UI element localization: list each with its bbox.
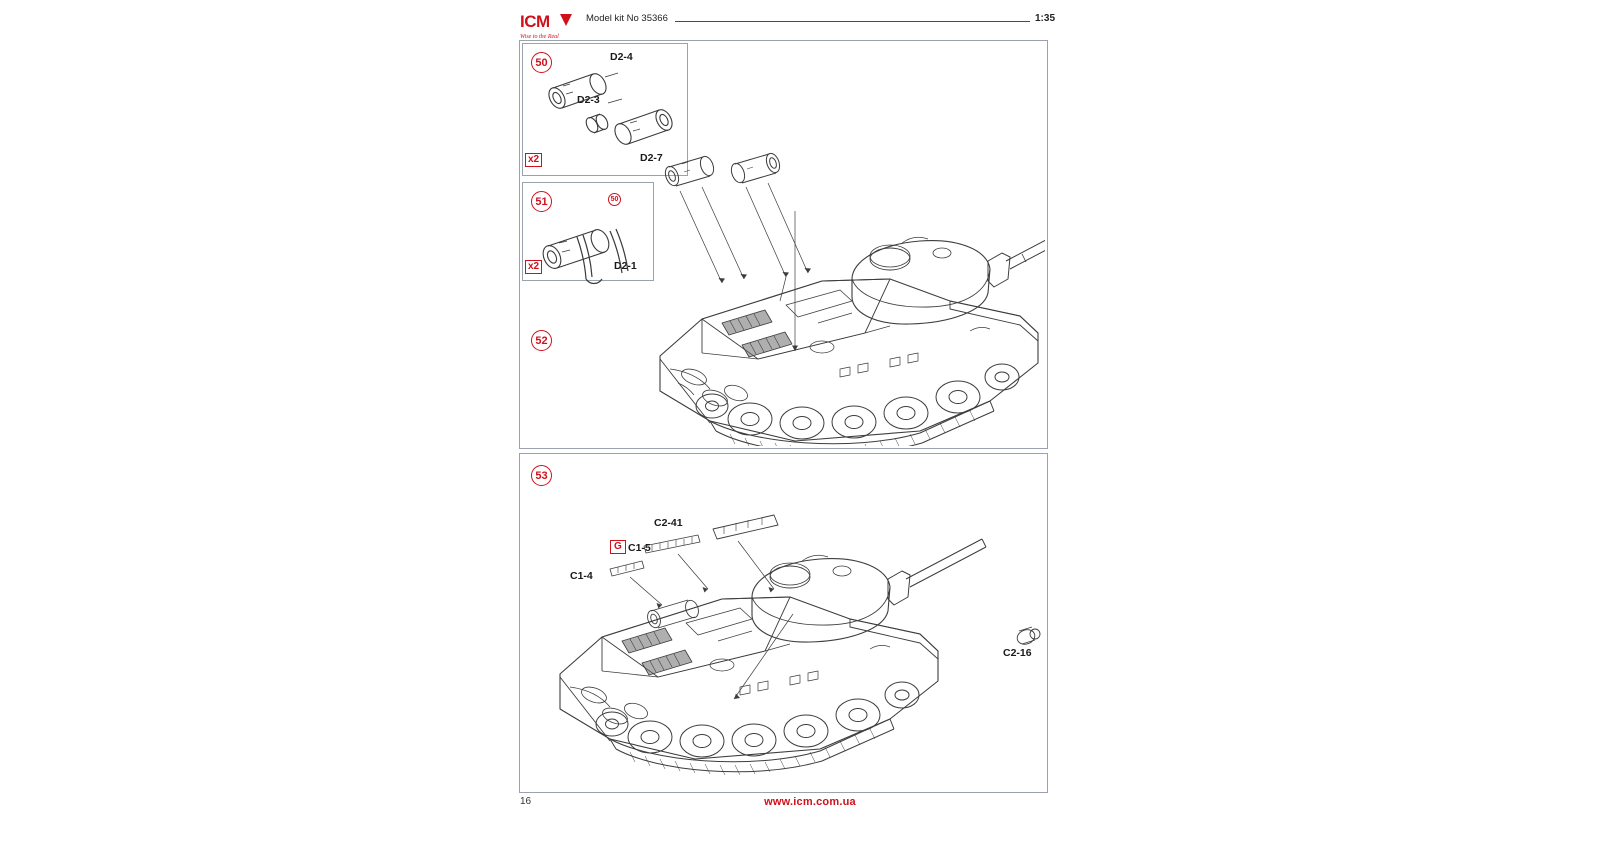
page-header — [520, 10, 1055, 44]
icm-logo-mark — [520, 12, 580, 32]
glue-marker-badge: G — [610, 540, 626, 554]
panel-steps-50-52 — [519, 40, 1048, 449]
step-badge-52: 52 — [531, 330, 552, 351]
part-label-d2-7: D2-7 — [640, 152, 663, 164]
icm-logo-tagline: Wise to the Real — [520, 34, 559, 40]
part-label-d2-4: D2-4 — [610, 51, 633, 63]
quantity-badge-50: x2 — [525, 153, 542, 167]
icm-logo — [520, 12, 580, 42]
step-badge-53: 53 — [531, 465, 552, 486]
part-label-c1-4: C1-4 — [570, 570, 593, 582]
part-label-d2-3: D2-3 — [577, 94, 600, 106]
quantity-badge-51: x2 — [525, 260, 542, 274]
panel-step-53 — [519, 453, 1048, 793]
step-badge-51: 51 — [531, 191, 552, 212]
tank-assembly-illustration-top — [590, 101, 1045, 446]
page-number: 16 — [520, 796, 532, 807]
part-label-c2-16: C2-16 — [1003, 647, 1032, 659]
website-link[interactable]: www.icm.com.ua — [764, 796, 856, 808]
step-reference-50: 50 — [608, 193, 621, 206]
header-divider — [675, 21, 1030, 22]
part-label-c1-5: C1-5 — [628, 542, 651, 554]
tank-assembly-illustration-bottom — [538, 509, 1048, 789]
svg-text:ICM: ICM — [520, 12, 550, 31]
scale-label: 1:35 — [1034, 13, 1055, 24]
step-badge-50: 50 — [531, 52, 552, 73]
part-label-c2-41: C2-41 — [654, 517, 683, 529]
kit-number: Model kit No 35366 — [586, 13, 668, 24]
part-label-d2-1: D2-1 — [614, 260, 637, 272]
